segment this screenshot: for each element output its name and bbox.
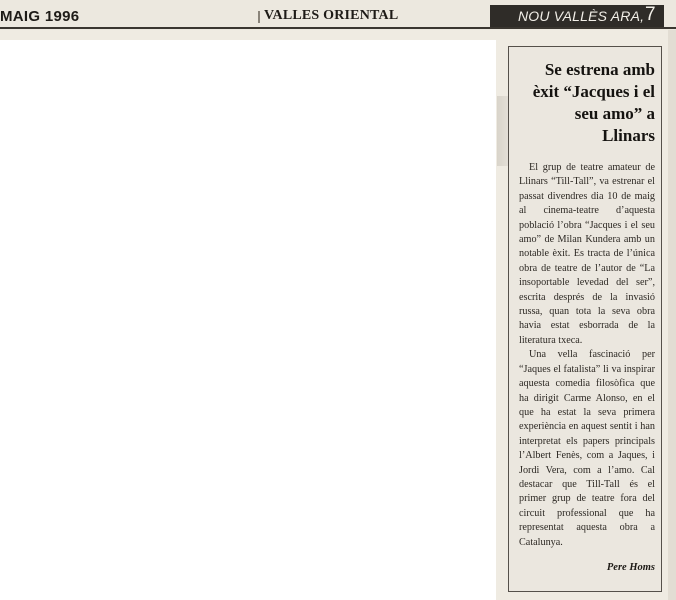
page-number: 7	[645, 4, 656, 25]
blank-page-area	[0, 40, 496, 600]
page-header	[0, 0, 676, 30]
article-body	[519, 161, 655, 550]
issue-date: MAIG 1996	[0, 8, 80, 25]
article-byline: Pere Homs	[606, 562, 655, 573]
newspaper-masthead: VALLES ORIENTAL	[264, 8, 399, 23]
section-title: NOU VALLÈS ARA,	[518, 8, 645, 24]
header-rule	[0, 27, 676, 29]
page-edge	[668, 30, 676, 600]
masthead-divider	[258, 11, 260, 23]
article-paragraph-1: El grup de teatre amateur de Llinars “Till-Tall”, va estrenar el passat divendres dia 10 de maig al cinema-teatre d’aquesta població l’obra “Jacques i el seu amo” de Milan Kundera amb un notable èxit. Es tracta de l’única obra de teatre de l’autor de “La insoportable levedad del ser”, escrita després de la invasió russa, quan tota la seva obra havia estat esborrada de la literatura txeca.	[519, 162, 655, 346]
article-headline: Se estrena amb èxit “Jacques i el seu amo” a Llinars	[532, 60, 655, 145]
article-paragraph-2: Una vella fascinació per “Jaques el fatalista” li va inspirar aquesta comedia filosòfica que ha dirigit Carme Alonso, en el que ha estat la seva primera experiència en aquest sentit i han interpretat els papers principals l’Albert Fenès, com a Jaques, i Jordi Vera, com a l’amo. Cal destacar que Till-Tall és el primer grup de teatre fora del circuit professional que ha representat aquesta obra a Catalunya.	[519, 349, 655, 548]
news-article	[508, 46, 662, 592]
